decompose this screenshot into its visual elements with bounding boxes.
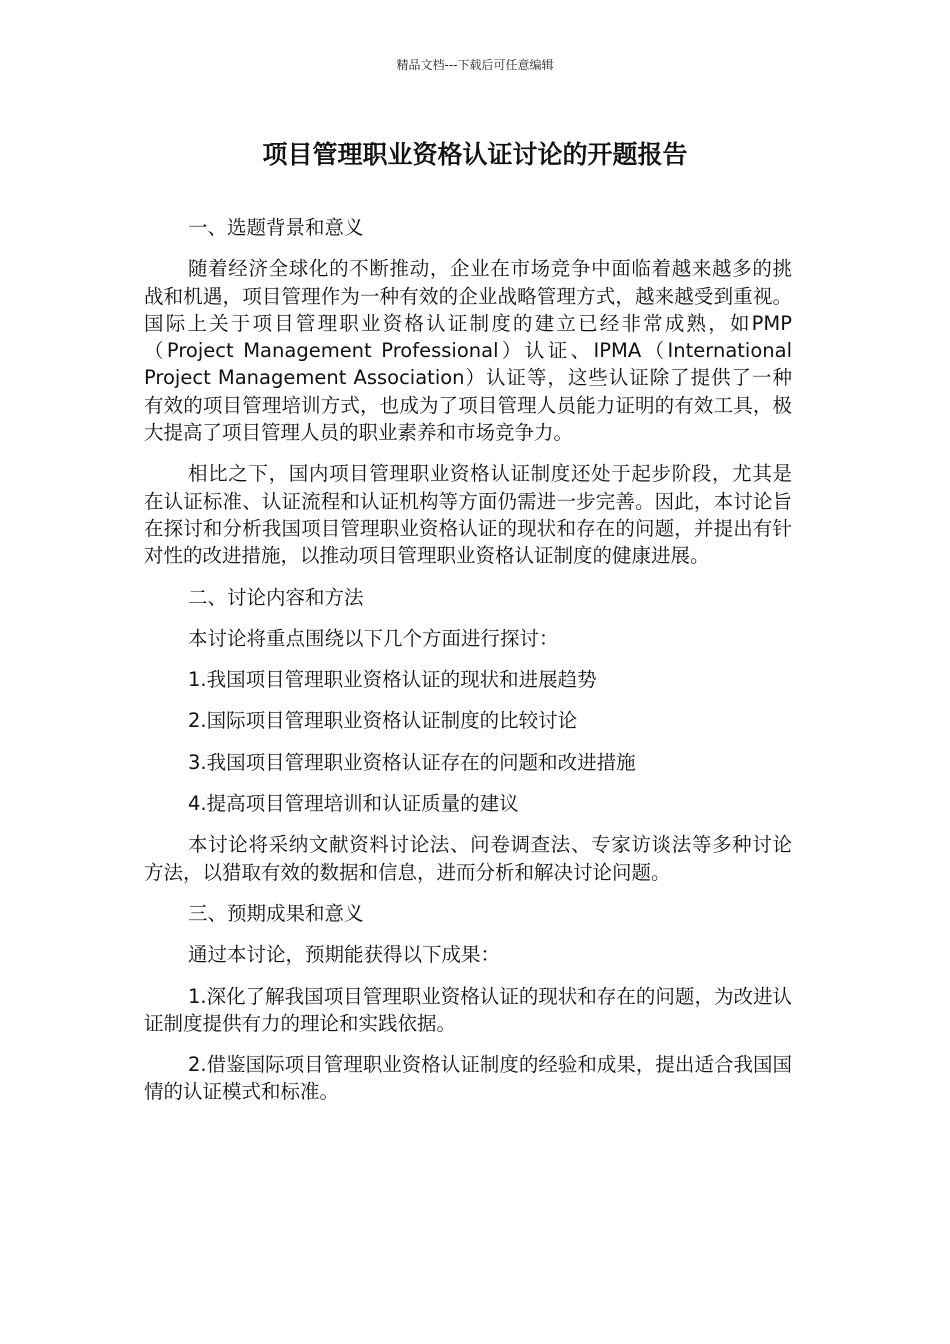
paragraph-methods: 本讨论将采纳文献资料讨论法、问卷调查法、专家访谈法等多种讨论方法，以猎取有效的数据和信息，进而分析和解决讨论问题。 (144, 833, 792, 884)
list-item-1: 1.我国项目管理职业资格认证的现状和进展趋势 (188, 668, 597, 692)
list-item-3: 3.我国项目管理职业资格认证存在的问题和改进措施 (188, 750, 636, 774)
header-note: 精品文档---下载后可任意编辑 (396, 58, 554, 72)
document-body (144, 214, 792, 1120)
section-heading-background: 一、选题背景和意义 (188, 216, 364, 239)
paragraph-results-intro: 通过本讨论，预期能获得以下成果： (188, 943, 501, 967)
paragraph-domestic-status: 相比之下，国内项目管理职业资格认证制度还处于起步阶段，尤其是在认证标准、认证流程和认证机构等方面仍需进一步完善。因此，本讨论旨在探讨和分析我国项目管理职业资格认证的现状和存在的问题，并提出有针对性的改进措施，以推动项目管理职业资格认证制度的健康进展。 (144, 462, 792, 568)
result-item-2: 2.借鉴国际项目管理职业资格认证制度的经验和成果，提出适合我国国情的认证模式和标准。 (144, 1053, 792, 1104)
list-item-2: 2.国际项目管理职业资格认证制度的比较讨论 (188, 709, 578, 733)
paragraph-focus-intro: 本讨论将重点围绕以下几个方面进行探讨： (188, 626, 559, 650)
section-heading-content-methods: 二、讨论内容和方法 (188, 585, 364, 609)
section-heading-expected-results: 三、预期成果和意义 (188, 901, 364, 925)
result-item-1: 1.深化了解我国项目管理职业资格认证的现状和存在的问题，为改进认证制度提供有力的理论和实践依据。 (144, 984, 792, 1035)
document-title: 项目管理职业资格认证讨论的开题报告 (262, 140, 688, 169)
paragraph-background-intro: 随着经济全球化的不断推动，企业在市场竞争中面临着越来越多的挑战和机遇，项目管理作为一种有效的企业战略管理方式，越来越受到重视。国际上关于项目管理职业资格认证制度的建立已经非常成熟，如PMP（Project Management Professional）认证、IPMA（International Project Management Association）认证等，这些认证除了提供了一种有效的项目管理培训方式，也成为了项目管理人员能力证明的有效工具，极大提高了项目管理人员的职业素养和市场竞争力。 (144, 257, 792, 445)
list-item-4: 4.提高项目管理培训和认证质量的建议 (188, 792, 519, 816)
